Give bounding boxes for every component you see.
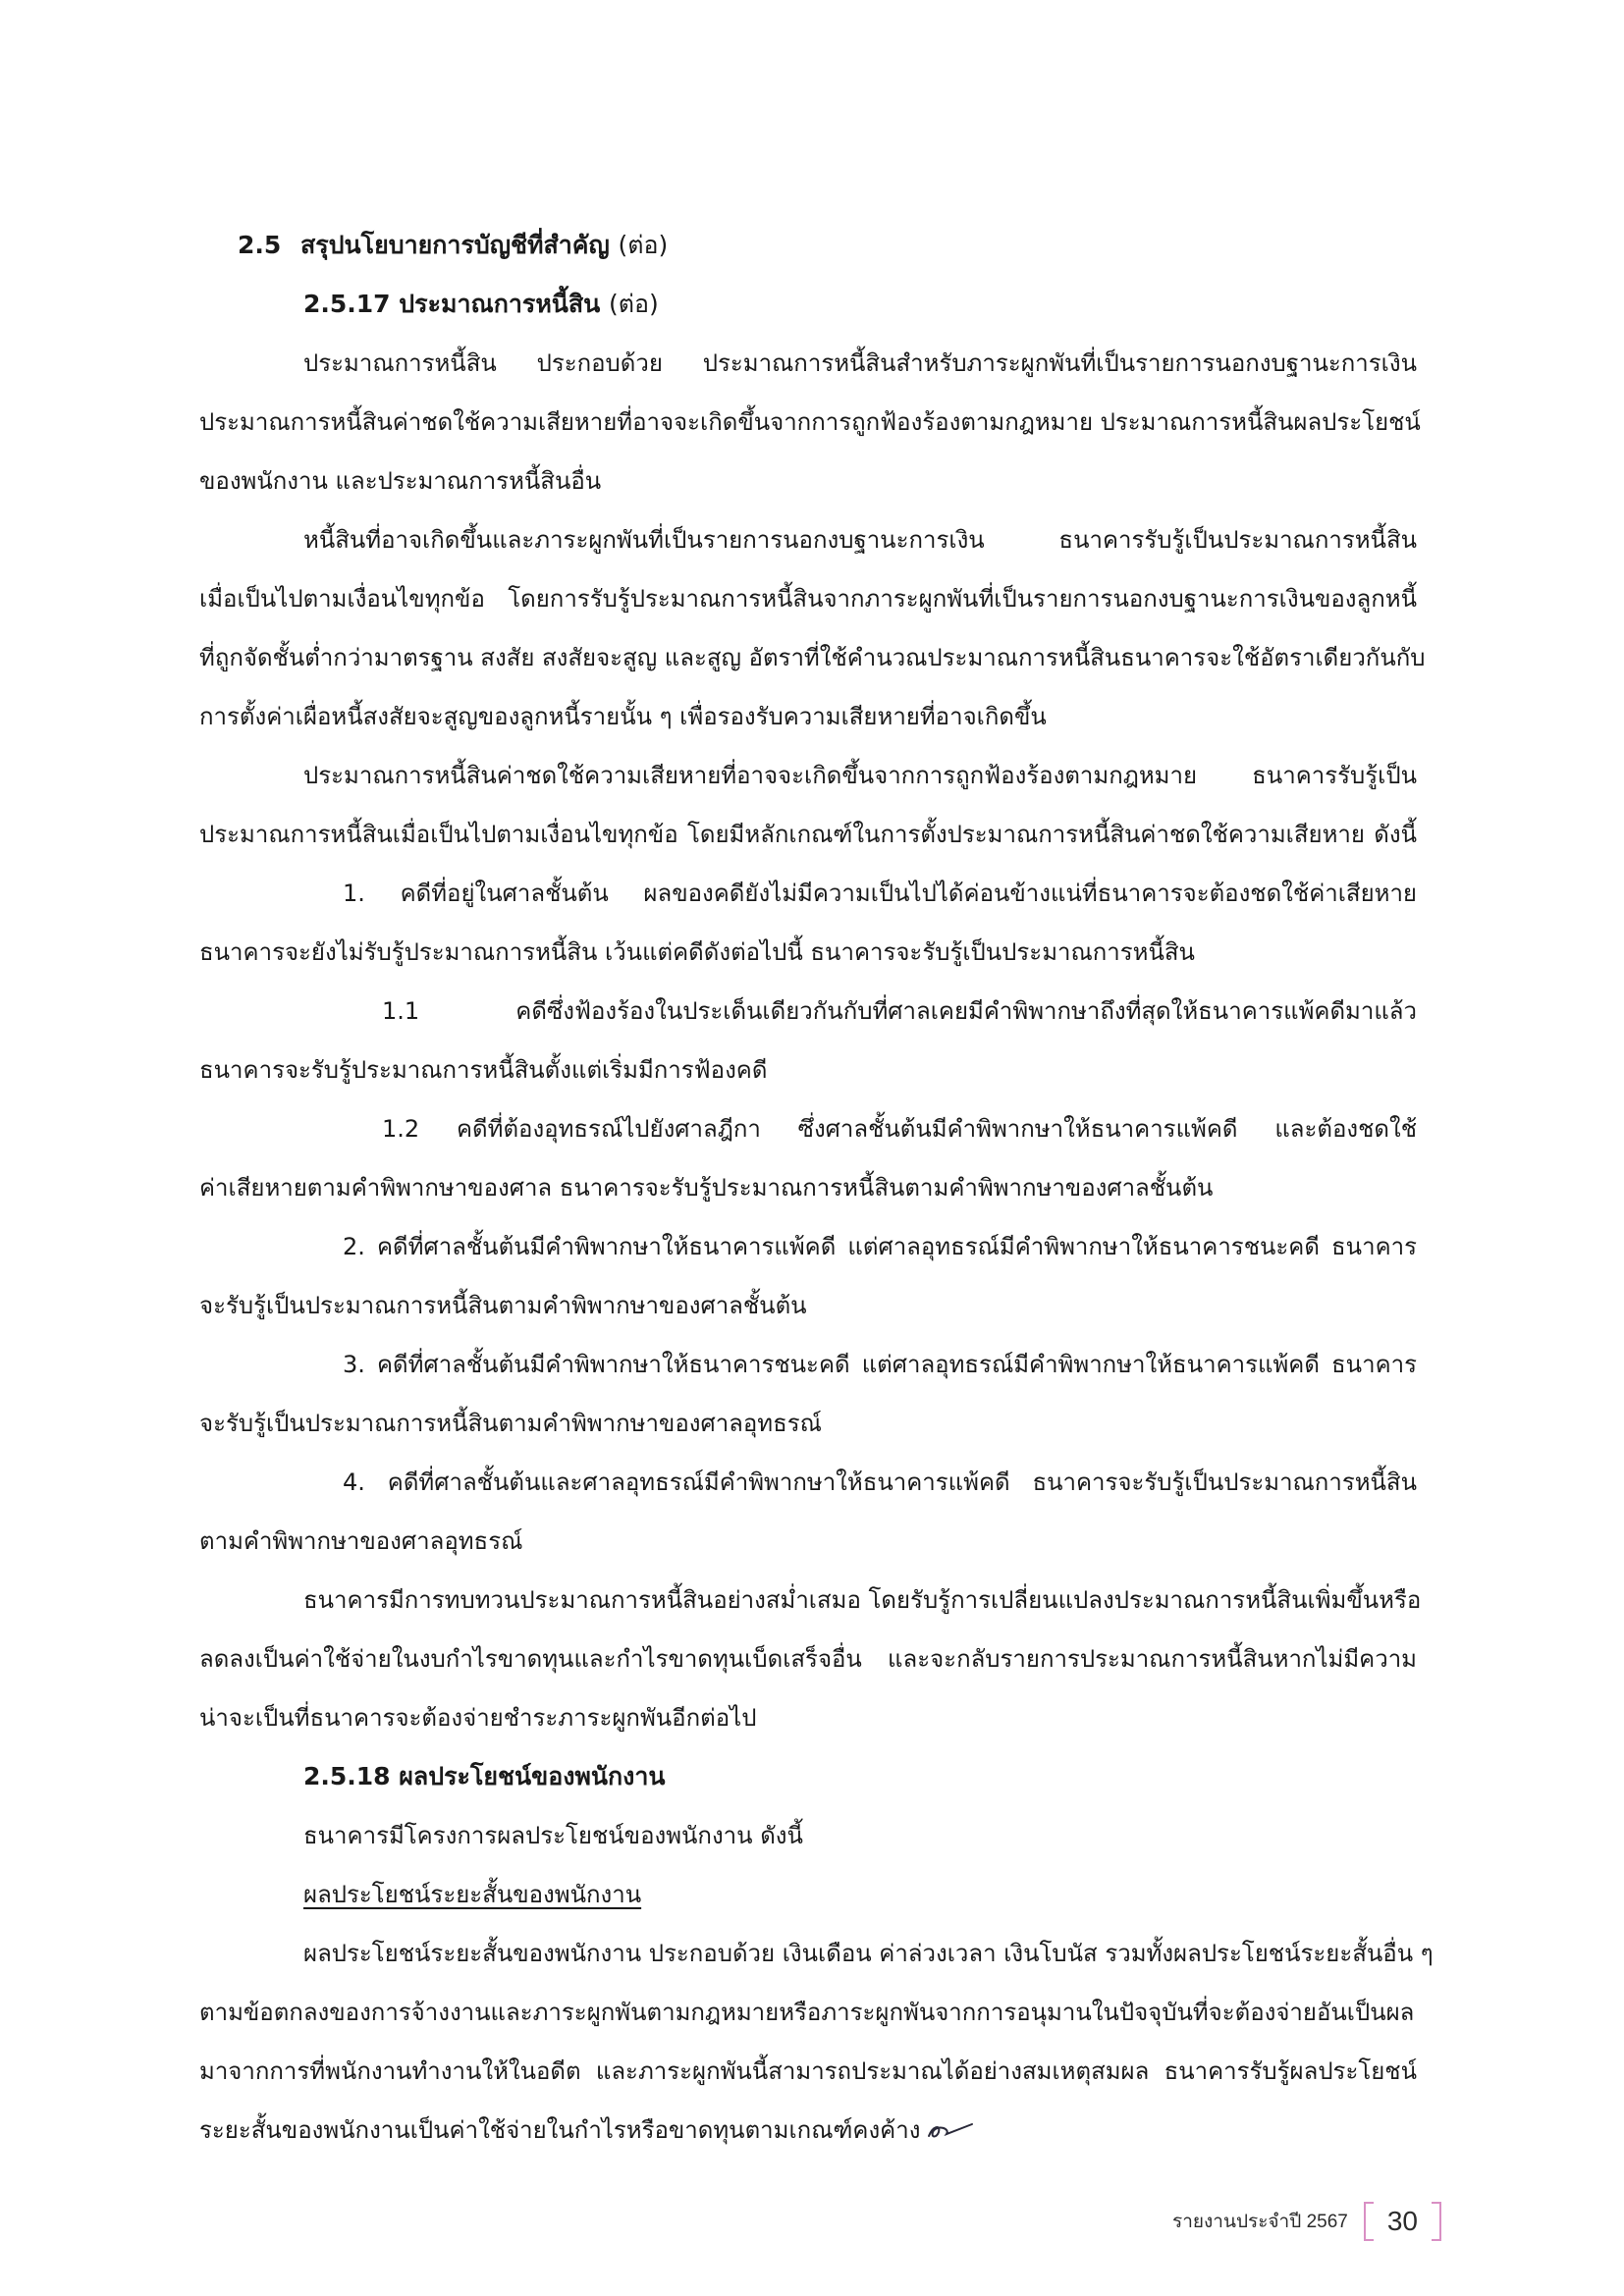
subsection-continued: (ต่อ)	[608, 290, 659, 318]
paragraph-line: ธนาคารมีโครงการผลประโยชน์ของพนักงาน ดังนี้	[303, 1822, 803, 1849]
list-item-line: ธนาคารจะยังไม่รับรู้ประมาณการหนี้สิน เว้นแต่คดีดังต่อไปนี้ ธนาคารจะรับรู้เป็นประมาณการหนี้สิน	[199, 938, 1195, 966]
paragraph-line: ลดลงเป็นค่าใช้จ่ายในงบกำไรขาดทุนและกำไรขาดทุนเบ็ดเสร็จอื่น และจะกลับรายการประมาณการหนี้สินหากไม่มีความ	[199, 1645, 1417, 1673]
paragraph-line: ธนาคารมีการทบทวนประมาณการหนี้สินอย่างสม่ำเสมอ โดยรับรู้การเปลี่ยนแปลงประมาณการหนี้สินเพิ่มขึ้นหรือ	[303, 1586, 1422, 1614]
section-number: 2.5	[238, 231, 282, 259]
report-label: รายงานประจำปี 2567	[1172, 2212, 1348, 2232]
signature-mark	[925, 2118, 976, 2144]
paragraph-line: การตั้งค่าเผื่อหนี้สงสัยจะสูญของลูกหนี้รายนั้น ๆ เพื่อรองรับความเสียหายที่อาจเกิดขึ้น	[199, 703, 1047, 730]
paragraph-line: ประมาณการหนี้สินค่าชดใช้ความเสียหายที่อาจจะเกิดขึ้นจากการถูกฟ้องร้องตามกฎหมาย ธนาคารรับรู้เป็น	[303, 762, 1417, 789]
paragraph-line: ประมาณการหนี้สินค่าชดใช้ความเสียหายที่อาจจะเกิดขึ้นจากการถูกฟ้องร้องตามกฎหมาย ประมาณการหนี้สินผลประโยชน์	[199, 408, 1421, 436]
paragraph-line: เมื่อเป็นไปตามเงื่อนไขทุกข้อ โดยการรับรู้ประมาณการหนี้สินจากภาระผูกพันที่เป็นรายการนอกงบฐานะการเงินของลูกหนี้	[199, 585, 1417, 613]
section-title: สรุปนโยบายการบัญชีที่สำคัญ	[300, 231, 610, 259]
paragraph-line: มาจากการที่พนักงานทำงานให้ในอดีต และภาระผูกพันนี้สามารถประมาณได้อย่างสมเหตุสมผล ธนาคารรับรู้ผลประโยชน์	[199, 2057, 1417, 2085]
list-item-line: 4. คดีที่ศาลชั้นต้นและศาลอุทธรณ์มีคำพิพากษาให้ธนาคารแพ้คดี ธนาคารจะรับรู้เป็นประมาณการหนี้สิน	[343, 1468, 1417, 1496]
list-item-line: จะรับรู้เป็นประมาณการหนี้สินตามคำพิพากษาของศาลอุทธรณ์	[199, 1410, 822, 1437]
paragraph-line: ผลประโยชน์ระยะสั้นของพนักงาน ประกอบด้วย เงินเดือน ค่าล่วงเวลา เงินโบนัส รวมทั้งผลประโยชน์ระยะสั้นอื่น ๆ	[303, 1940, 1434, 1967]
list-item-line: 2. คดีที่ศาลชั้นต้นมีคำพิพากษาให้ธนาคารแพ้คดี แต่ศาลอุทธรณ์มีคำพิพากษาให้ธนาคารชนะคดี ธนาคาร	[343, 1233, 1417, 1260]
left-bracket-icon	[1364, 2202, 1374, 2241]
section-continued: (ต่อ)	[618, 231, 669, 259]
subsection-heading-2518: 2.5.18 ผลประโยชน์ของพนักงาน	[303, 1762, 666, 1790]
page-footer	[1172, 2197, 1441, 2246]
right-bracket-icon	[1432, 2202, 1441, 2241]
list-item-line: 1.2 คดีที่ต้องอุทธรณ์ไปยังศาลฎีกา ซึ่งศาลชั้นต้นมีคำพิพากษาให้ธนาคารแพ้คดี และต้องชดใช้	[382, 1115, 1417, 1143]
paragraph-line: น่าจะเป็นที่ธนาคารจะต้องจ่ายชำระภาระผูกพันอีกต่อไป	[199, 1704, 757, 1732]
paragraph-line: ที่ถูกจัดชั้นต่ำกว่ามาตรฐาน สงสัย สงสัยจะสูญ และสูญ อัตราที่ใช้คำนวณประมาณการหนี้สินธนาคารจะใช้อัตราเดียวกันกับ	[199, 644, 1426, 671]
paragraph-line: ระยะสั้นของพนักงานเป็นค่าใช้จ่ายในกำไรหรือขาดทุนตามเกณฑ์คงค้าง	[199, 2116, 921, 2144]
paragraph-line: หนี้สินที่อาจเกิดขึ้นและภาระผูกพันที่เป็นรายการนอกงบฐานะการเงิน ธนาคารรับรู้เป็นประมาณการหนี้สิน	[303, 526, 1417, 554]
paragraph-line: ประมาณการหนี้สิน ประกอบด้วย ประมาณการหนี้สินสำหรับภาระผูกพันที่เป็นรายการนอกงบฐานะการเงิน	[303, 349, 1417, 377]
list-item-line: จะรับรู้เป็นประมาณการหนี้สินตามคำพิพากษาของศาลชั้นต้น	[199, 1292, 807, 1319]
page-number: 30	[1386, 2206, 1418, 2236]
paragraph-line: ของพนักงาน และประมาณการหนี้สินอื่น	[199, 467, 602, 495]
list-item-line: ตามคำพิพากษาของศาลอุทธรณ์	[199, 1527, 523, 1555]
subsection-heading-2517	[303, 287, 659, 322]
short-term-benefits-heading: ผลประโยชน์ระยะสั้นของพนักงาน	[303, 1881, 642, 1908]
paragraph-line: ประมาณการหนี้สินเมื่อเป็นไปตามเงื่อนไขทุกข้อ โดยมีหลักเกณฑ์ในการตั้งประมาณการหนี้สินค่าชดใช้ความเสียหาย ดังนี้	[199, 821, 1417, 848]
list-item-line: 3. คดีที่ศาลชั้นต้นมีคำพิพากษาให้ธนาคารชนะคดี แต่ศาลอุทธรณ์มีคำพิพากษาให้ธนาคารแพ้คดี ธนาคาร	[343, 1351, 1417, 1378]
list-item-line: ค่าเสียหายตามคำพิพากษาของศาล ธนาคารจะรับรู้ประมาณการหนี้สินตามคำพิพากษาของศาลชั้นต้น	[199, 1174, 1214, 1201]
section-heading	[238, 228, 668, 263]
list-item-line: 1. คดีที่อยู่ในศาลชั้นต้น ผลของคดียังไม่มีความเป็นไปได้ค่อนข้างแน่ที่ธนาคารจะต้องชดใช้ค่าเสียหาย	[343, 880, 1417, 907]
paragraph-line: ตามข้อตกลงของการจ้างงานและภาระผูกพันตามกฎหมายหรือภาระผูกพันจากการอนุมานในปัจจุบันที่จะต้องจ่ายอันเป็นผล	[199, 1999, 1415, 2026]
subsection-title: 2.5.17 ประมาณการหนี้สิน	[303, 290, 601, 318]
list-item-line: 1.1 คดีซึ่งฟ้องร้องในประเด็นเดียวกันกับที่ศาลเคยมีคำพิพากษาถึงที่สุดให้ธนาคารแพ้คดีมาแล้ว	[382, 997, 1417, 1025]
list-item-line: ธนาคารจะรับรู้ประมาณการหนี้สินตั้งแต่เริ่มมีการฟ้องคดี	[199, 1056, 768, 1084]
